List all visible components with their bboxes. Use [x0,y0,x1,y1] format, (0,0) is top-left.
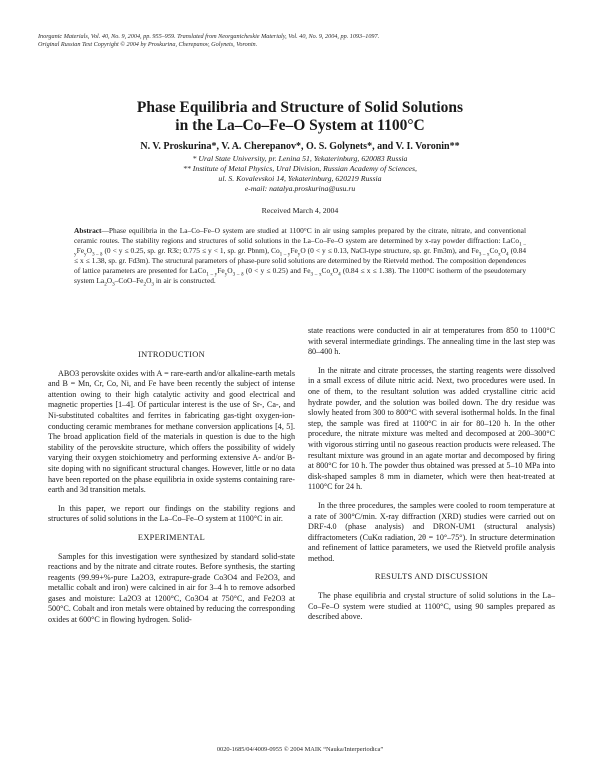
contact-email: e-mail: natalya.proskurina@usu.ru [244,184,356,193]
section-introduction: INTRODUCTION [138,350,205,359]
experimental-paragraph-3: In the three procedures, the samples were cooled to room temperature at a rate of 300°C/min. X-ray diffraction (XRD) studies were carried out on DRF-4.0 (phase analysis) and DRON-UM1 (structural analysis) diffractometers (CuKα radiation, 2θ = 10°–75°). In structure determination and refinement of lattice parameters, we used the Rietveld profile analysis method. [308,500,555,563]
journal-header-line2: Original Russian Text Copyright © 2004 by Proskurina, Cherepanov, Golynets, Voronin. [38,40,258,48]
copyright-footer: 0020-1685/04/4009-0955 © 2004 MAIK “Nauka/Interperiodica” [216,746,384,753]
journal-header-line1: Inorganic Materials, Vol. 40, No. 9, 2004, pp. 955–959. Translated from Neorganicheskie Materialy, Vol. 40, No. 9, 2004, pp. 1093–1097. [38,33,380,40]
right-column [308,326,555,623]
affiliation-2-line2: ul. S. Kovalevskoi 14, Yekaterinburg, 620219 Russia [218,174,382,183]
title-line2: in the La–Co–Fe–O System at 1100°C [175,117,425,134]
title-line1: Phase Equilibria and Structure of Solid Solutions [136,99,464,116]
paper-title [40,99,560,135]
affiliation-2-line1: ** Institute of Metal Physics, Ural Division, Russian Academy of Sciences, [183,164,417,173]
experimental-paragraph-1: Samples for this investigation were synthesized by standard solid-state reactions and by the nitrate and citrate routes. Before synthesis, the starting reagents (99.99+%-pure La2O3, extrapure-grade Co3O4 and Fe2O3, and metallic cobalt and iron) were calcined in air for 3–4 h to remove adsorbed gases and moisture: La2O3 at 1200°C, Co3O4 at 750°C, and Fe2O3 at 500°C. Cobalt and iron metals were obtained by reducing the corresponding oxides at 600°C in flowing hydrogen. Solid- [48,551,295,625]
authors: N. V. Proskurina*, V. A. Cherepanov*, O. S. Golynets*, and V. I. Voronin** [140,141,460,152]
journal-header [38,33,568,48]
received-date: Received March 4, 2004 [261,206,339,215]
abstract-label: Abstract [74,226,102,235]
intro-paragraph-2: In this paper, we report our findings on the stability regions and structures of solid solutions in the La–Co–Fe–O system at 1100°C in air. [48,503,295,524]
experimental-paragraph-1-cont: state reactions were conducted in air at temperatures from 850 to 1100°C with several intermediate grindings. The annealing time in the last step was 80–400 h. [308,326,555,357]
affiliations [40,154,560,194]
results-paragraph-1: The phase equilibria and crystal structure of solid solutions in the La–Co–Fe–O system were studied at 1100°C, using 90 samples prepared as described above. [308,591,555,622]
section-experimental: EXPERIMENTAL [137,532,206,542]
section-results: RESULTS AND DISCUSSION [374,572,489,582]
affiliation-1: * Ural State University, pr. Lenina 51, Yekaterinburg, 620083 Russia [192,154,408,163]
abstract: Abstract—Phase equilibria in the La–Co–Fe–O system are studied at 1100°C in air using samples prepared by the citrate, nitrate, and conventional ceramic routes. The stability regions and structures of solid solutions in the La–Co–Fe–O system are determined by x-ray powder diffraction: $LaCo_{1 - y}Fe_yO_{3 - \delta}$ (0 < y ≤ 0.25, sp. gr. R3̄c; 0.775 ≤ y < 1, sp. gr. Pbnm), $Co_{1 - y}Fe_yO$ (0 < y ≤ 0.13, NaCl-type structure, sp. gr. Fm3m), and $Fe_{3 - x}Co_xO_4$ (0.84 ≤ x ≤ 1.38, sp. gr. Fd3m). The structural parameters of phase-pure solid solutions are determined by the Rietveld method. The composition dependences of lattice parameters are presented for $LaCo_{1 - y}Fe_yO_{3 - \delta}$ (0 < y ≤ 0.25) and $Fe_{3 - x}Co_xO_4$ (0.84 ≤ x ≤ 1.38). The 1100°C isotherm of the pseudoternary system $La_2O_3-CoO-Fe_2O_3$ in air is constructed. [74,226,527,288]
experimental-paragraph-2: In the nitrate and citrate processes, the starting reagents were dissolved in a small excess of dilute nitric acid. Next, two procedures were used. In one of them, to the resultant solution was added crystalline citric acid hydrate powder, and the solution was boiled down. The dry residue was slowly heated from 300 to 800°C with several isothermal holds. In the final step, the sample was fired at 1100°C in air for 80–120 h. In the other procedure, the nitrate mixture was melted and decomposed at 200–300°C with vigorous stirring until no gaseous reaction products were released. The resultant mixture was ground in an agate mortar and decomposed by firing at 800°C for 10 h. The powder thus obtained was pressed at 5–10 MPa into disk-shaped samples 8 mm in diameter, which were then heat-treated at 1100°C for 24 h. [308,365,555,492]
left-column [48,350,295,626]
intro-paragraph-1: ABO3 perovskite oxides with A = rare-earth and/or alkaline-earth metals and B = Mn, Cr, Co, Ni, and Fe have been recently the subject of intense attention owing to their high catalytic activity and good electrical and magnetic properties [1–4]. Of particular interest is the use of Sr-, Ca-, and Ni-substituted cobaltites and ferrites in fabricating gas-tight oxygen-ion-conducting ceramic membranes for methane conversion applications [4, 5]. The broad application field of the materials in question is due to the high stability of the perovskite structure, which offers the possibility of widely varying their oxygen stoichiometry and performing extensive A- and/or B-site doping with no significant structural changes. However, little or no data have been reported on the phase equilibria in oxide systems containing rare-earth and 3d transition metals. [48,368,295,495]
